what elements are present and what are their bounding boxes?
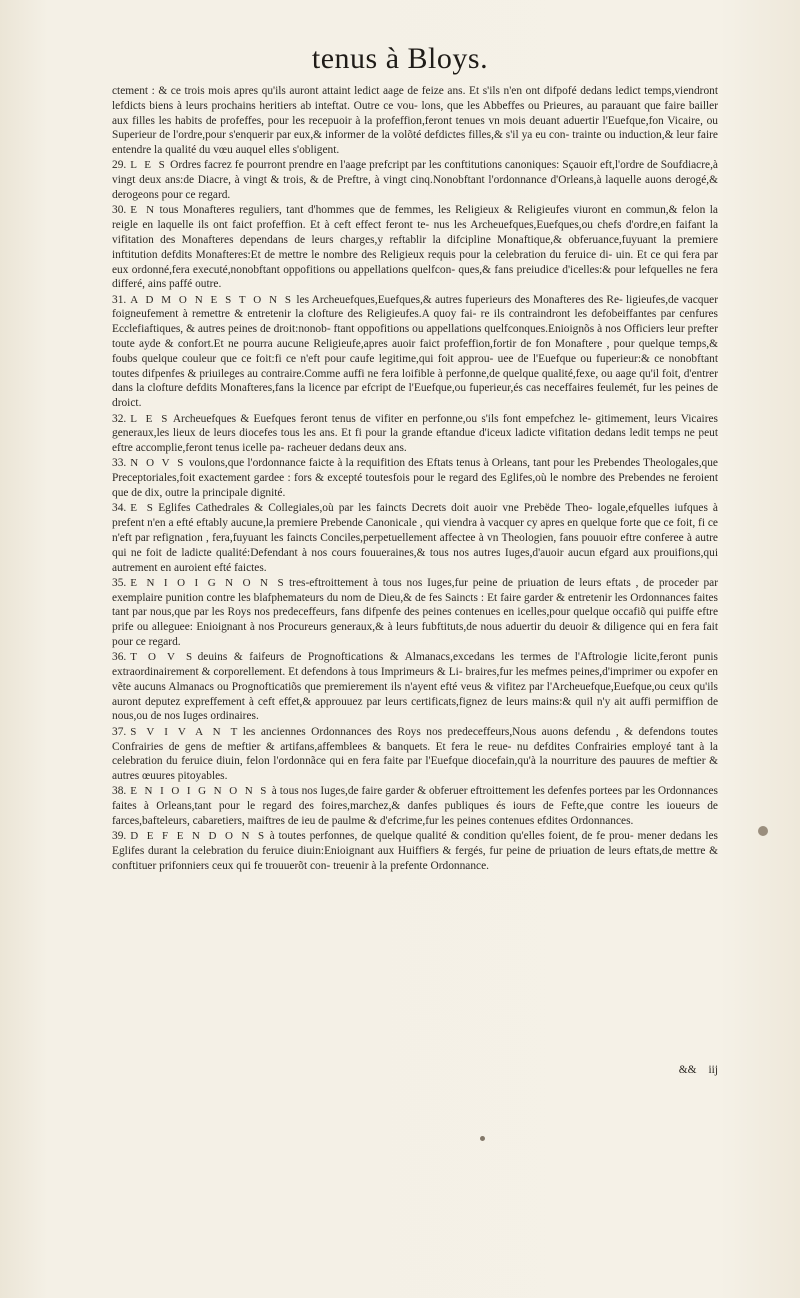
article-lead: E N I O I G N O N S (130, 576, 286, 589)
paragraph-text: Archeuefques & Euefques feront tenus de vifiter en perfonne,ou s'ils font empefchez le- gitimement, leurs Vicaires generaux,les lieux de leurs diocefes tous les ans. Et fi pour la grande eftandue d'iceux ladicte vifitation dedans ledit temps ne peut eftre accomplie,feront tenus icelle pa- racheuer dedans deux ans. (112, 412, 718, 455)
article-number: 35. (112, 576, 127, 589)
article-38 (112, 784, 718, 828)
article-34 (112, 501, 718, 575)
article-number: 37. (112, 725, 127, 738)
article-31 (112, 293, 718, 411)
paragraph-text: tous Monafteres reguliers, tant d'hommes que de femmes, les Religieux & Religieufes viuront en commun,& felon la reigle en laquelle ils ont faict profeffion. Et à ceft effect feront te- nus les Archeuefques,Euefques,ou chefs d'ordre,en faifant la vifitation des Monafteres dependans de leurs charges,y reftablir la difcipline Monaftique,& obferuance,fuyuant la premiere inftitution defdits Monafteres:Et de mettre le nombre des Religieux requis pour la celebration du feruice di- uin. Et ce qui fera par eux ordonné,fera executé,nonobftant oppofitions ou appellations quelfcon- ques,& fans preiudice d'icelles:& pour lefquelles ne fera differé, ains paffé outre. (112, 204, 718, 291)
page-signature: iij (708, 1064, 718, 1076)
paragraph-text: les Archeuefques,Euefques,& autres fuperieurs des Monafteres des Re- ligieufes,de vacquer foigneufement à remettre & entretenir la clofture des Religieufes.A quoy fai- re ils contraindront les defobeiffantes par cenfures Ecclefiaftiques, & autres peines de droit:nonob- ftant oppofitions ou appellations quelfconques.Enioignõs à nos Officiers leur prefter toute ayde & confort.Et ne pourra aucune Religieufe,apres auoir faict profeffion,fortir de fon Monaftere , pour quelque temps,& foubs quelque couleur que ce foit:fi ce n'eft pour caufe legitime,qui foit approu- uee de l'Euefque ou fuperieur:& ce nonobftant toutes difpenfes & priuileges au contraire.Comme auffi ne fera loifible à perfonne,de quelque qualité,fexe, ou aage qu'il foit, d'entrer dans la clofture defdits Monafteres,fans la licence par efcript de l'Euefque,ou fuperieur,és cas neceffaires feulemét, fur les peines de droict. (112, 293, 718, 410)
article-number: 30. (112, 204, 127, 217)
article-lead: A D M O N E S T O N S (130, 293, 294, 306)
article-lead: E S (130, 502, 156, 515)
article-lead: S V I V A N T (130, 725, 240, 738)
article-lead: T O V S (130, 651, 195, 664)
ink-spot-mark (758, 826, 768, 836)
body-text (112, 84, 718, 874)
article-number: 33. (112, 457, 127, 470)
article-number: 34. (112, 502, 127, 515)
article-32 (112, 412, 718, 456)
article-number: 32. (112, 412, 127, 425)
paragraph-text: les anciennes Ordonnances des Roys nos predeceffeurs,Nous auons defendu , & defendons toutes Confrairies de gens de meftier & artifans,affemblees & banquets. Et fera le reue- nu defdites Confrairies employé tant à la celebration du feruice diuin, felon l'ordonnãce qui en fera faite par l'Euefque diocefain,qu'à la nourriture des pauures de meftier & autres œuures pitoyables. (112, 725, 718, 783)
article-number: 39. (112, 830, 127, 843)
article-number: 36. (112, 651, 127, 664)
article-lead: D E F E N D O N S (130, 830, 267, 843)
article-35 (112, 576, 718, 650)
article-lead: E N (130, 204, 157, 217)
paragraph-text: Eglifes Cathedrales & Collegiales,où par les faincts Decrets doit auoir vne Prebëde Theo- logale,efquelles iufques à prefent n'en a efté eftably aucune,la premiere Prebende Canonicale , qui viendra à vacquer cy apres en quelque forte que ce foit, fi ce n'eft par refignation , fera,fuyuant les faincts Conciles,perpetuellement affectee à vn Theologien, fans pouuoir eftre conferee à autre qui ne foit de ladicte qualité:Defendant à nos cours fouueraines,& tous nos autres Iuges,d'auoir aucun efgard aux prouifions,qui autrement en auroient efté faictes. (112, 502, 718, 574)
article-number: 29. (112, 159, 127, 172)
article-29 (112, 158, 718, 202)
paragraph-text: deuins & faifeurs de Prognoftications & Almanacs,excedans les termes de l'Aftrologie licite,feront punis extraordinairement & corporellement. Et defendons à tous Imprimeurs & Li- braires,fur les mefmes peines,d'imprimer ou expofer en vẽte aucuns Almanacs ou Prognofticatiõs que premierement ils n'ayent efté veus & vifitez par l'Archeuefque,Euefque,ou ceux qu'ils auront deputez expreffement à ceft effet,& approuuez par leurs certificats,fignez de leurs mains:& quil n'y ait auffi permiffion de nous,ou de nos Iuges ordinaires. (112, 651, 718, 723)
article-lead: N O V S (130, 457, 186, 470)
article-lead: L E S (130, 159, 168, 172)
catchword: && (678, 1064, 697, 1076)
paragraph-text: voulons,que l'ordonnance faicte à la requifition des Eftats tenus à Orleans, tant pour les Prebendes Theologales,que Preceptoriales,foit exactement gardee : fors & excepté toutesfois pour le regard des Eglifes,où le nombre des Prebendes ne feroient que de dix, outre la principale dignité. (112, 457, 718, 500)
signature-mark (667, 1064, 718, 1076)
article-36 (112, 650, 718, 724)
paragraph-text: ctement : & ce trois mois apres qu'ils auront attaint ledict aage de feize ans. Et s'ils n'en ont difpofé dedans ledict temps,viendront lefdicts biens à leurs prochains heritiers ab inteftat. Outre ce vou- lons, que les Abbeffes ou Prieures, au parauant que faire bailler aux filles les habits de profeffes, pour les recepuoir à la profeffion,feront tenues vn mois deuant aduertir l'Euefque,fon Vicaire, ou Superieur de l'ordre,pour s'enquerir par eux,& informer de la volõté defdictes filles,& s'il ya eu con- trainte ou induction,& leur faire entendre la qualité du vœu auquel elles s'obligent. (112, 85, 718, 157)
ink-dot-mark (480, 1136, 485, 1141)
article-33 (112, 456, 718, 500)
article-30 (112, 203, 718, 292)
paragraph-text: à tous nos Iuges,de faire garder & obferuer eftroittement les defenfes portees par les Ordonnances faites à Orleans,tant pour le regard des foires,marchez,& danfes publiques és iours de Fefte,que contre les ioueurs de farces,bafteleurs, cabaretiers, maiftres de ieu de paulme & d'efcrime,fur les peines contenues efdites Ordonnances. (112, 785, 718, 828)
article-number: 31. (112, 293, 127, 306)
running-header: tenus à Bloys. (311, 42, 489, 75)
article-number: 38. (112, 785, 127, 798)
paragraph-continuation (112, 84, 718, 158)
article-lead: E N I O I G N O N S (130, 785, 269, 798)
paragraph-text: à toutes perfonnes, de quelque qualité & condition qu'elles foient, de fe prou- mener dedans les Eglifes durant la celebration du feruice diuin:Enioignant aux Huiffiers & fergés, fur peine de priuation de leurs eftats,de mettre & conftituer prifonniers ceux qui fe trouuerõt con- treuenir à la prefente Ordonnance. (112, 830, 718, 872)
paragraph-text: tres-eftroittement à tous nos Iuges,fur peine de priuation de leurs eftats , de proceder par exemplaire punition contre les blafphemateurs du nom de Dieu,& de fes Saincts : Et faire garder & entretenir les Ordonnances faites tant par nous,que par les Roys nos predeceffeurs, fans difpenfe des peines contenues en icelles,pour quelque occafiõ qui puiffe eftre prife ou alleguee: Enioignant à nos Procureurs generaux,& à leurs fubftituts,de nous aduertir du deuoir & diligence qui en fera fait pour ce regard. (112, 576, 719, 648)
paragraph-text: Ordres facrez fe pourront prendre en l'aage prefcript par les conftitutions canoniques: Sçauoir eft,l'ordre de Soufdiacre,à vingt deux ans:de Diacre, à vingt & trois, & de Preftre, à vingt cinq.Nonobftant l'ordonnance d'Orleans,à laquelle auons derogé,& derogeons pour ce regard. (112, 159, 718, 202)
article-lead: L E S (130, 412, 170, 425)
article-39 (112, 829, 718, 873)
article-37 (112, 725, 718, 784)
